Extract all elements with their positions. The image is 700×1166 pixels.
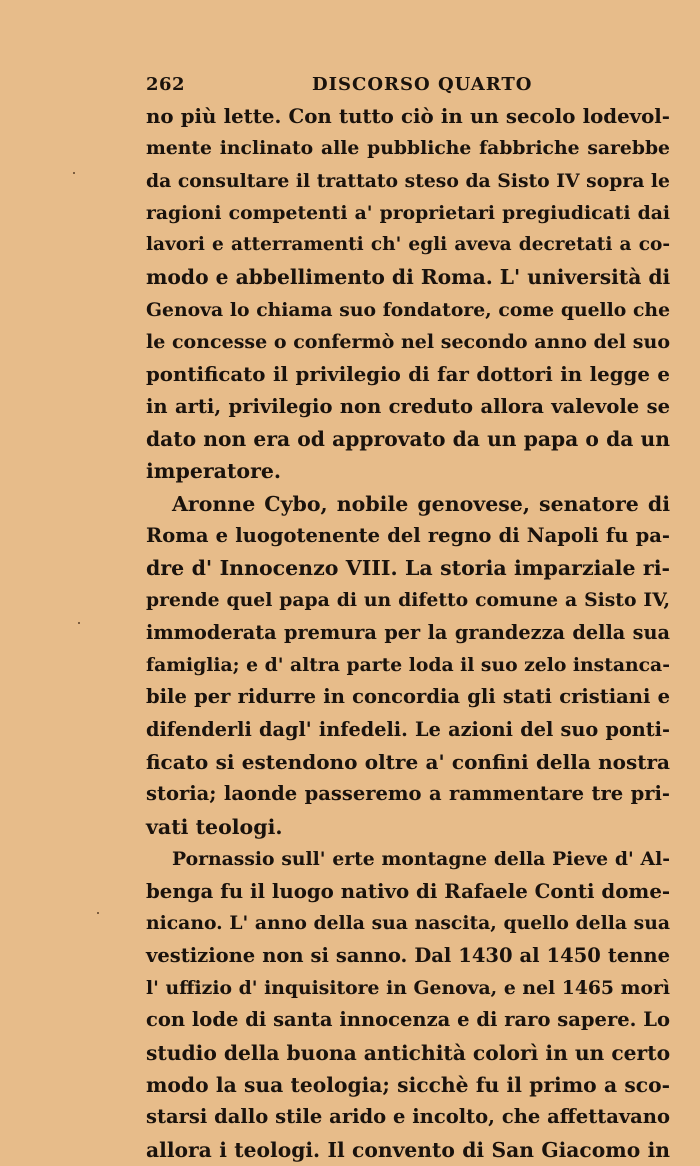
margin-speck [73, 172, 75, 174]
text-line: ficato si estendono oltre a' confini della nostra [146, 749, 670, 774]
text-line: difenderli dagl' infedeli. Le azioni del suo ponti- [146, 717, 670, 741]
text-line: dre d' Innocenzo VIII. La storia imparziale ri- [146, 556, 670, 581]
text-line: mente inclinato alle pubbliche fabbriche sarebbe [146, 137, 670, 160]
text-line: vestizione non si sanno. Dal 1430 al 1450 tenne [146, 943, 670, 967]
text-line: in arti, privilegio non creduto allora valevole se [146, 394, 670, 418]
body-text [146, 100, 670, 1166]
text-line: dato non era od approvato da un papa o da un [146, 426, 670, 451]
text-line: le concesse o confermò nel secondo anno del suo [146, 331, 670, 354]
text-line: lavori e atterramenti ch' egli aveva decretati a co- [146, 234, 670, 256]
text-line: vati teologi. [146, 814, 283, 839]
text-line: famiglia; e d' altra parte loda il suo zelo instanca- [146, 654, 670, 677]
text-line: no più lette. Con tutto ciò in un secolo lodevol- [146, 104, 670, 128]
text-line: modo la sua teologia; sicchè fu il primo a sco- [146, 1072, 670, 1097]
text-line: immoderata premura per la grandezza della sua [146, 620, 670, 644]
text-line: ragioni competenti a' proprietari pregiudicati dai [146, 201, 670, 224]
text-line: modo e abbellimento di Roma. L' università di [146, 265, 671, 290]
text-line: Pornassio sull' erte montagne della Pieve d' Al- [172, 847, 670, 870]
text-line: benga fu il luogo nativo di Rafaele Conti dome- [146, 879, 671, 904]
text-line: nicano. L' anno della sua nascita, quello della sua [146, 912, 670, 935]
text-line: l' uffizio d' inquisitore in Genova, e nel 1465 morì [146, 977, 670, 1000]
margin-speck [78, 622, 80, 624]
text-line: prende quel papa di un difetto comune a Sisto IV, [146, 589, 670, 612]
text-line: storia; laonde passeremo a rammentare tre pri- [146, 782, 670, 806]
running-head: DISCORSO QUARTO [312, 74, 533, 95]
text-line: pontificato il privilegio di far dottori in legge e [146, 362, 670, 387]
text-line: studio della buona antichità colorì in un certo [146, 1040, 671, 1065]
text-line: con lode di santa innocenza e di raro sapere. Lo [146, 1008, 670, 1032]
margin-speck [97, 912, 99, 914]
text-line: imperatore. [146, 459, 282, 484]
text-line: Roma e luogotenente del regno di Napoli fu pa- [146, 523, 670, 547]
text-line: bile per ridurre in concordia gli stati cristiani e [146, 685, 670, 709]
text-line: da consultare il trattato steso da Sisto IV sopra le [146, 169, 670, 192]
text-line: allora i teologi. Il convento di San Giacomo in [146, 1137, 670, 1162]
page-number: 262 [146, 74, 186, 95]
page-header [146, 74, 670, 100]
text-line: starsi dallo stile arido e incolto, che affettavano [146, 1105, 670, 1129]
text-line: Genova lo chiama suo fondatore, come quello che [146, 298, 670, 321]
text-line: Aronne Cybo, nobile genovese, senatore di [172, 491, 670, 516]
